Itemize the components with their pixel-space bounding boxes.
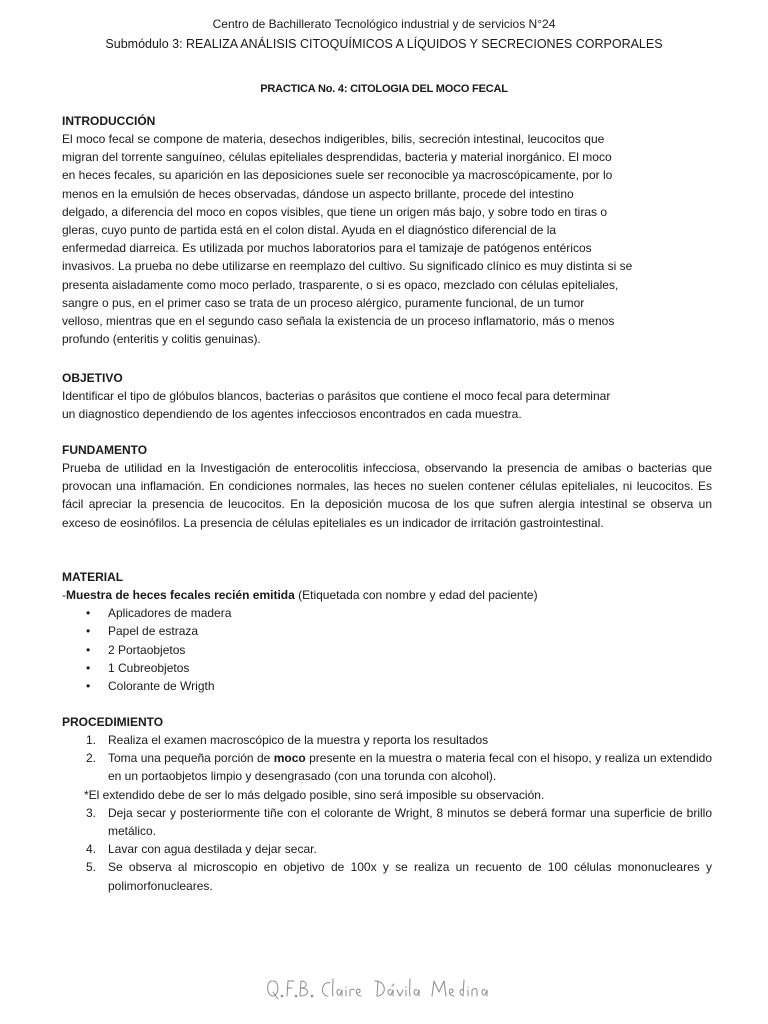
section-material bbox=[62, 568, 712, 695]
step-text: Realiza el examen macroscópico de la muestra y reporta los resultados bbox=[108, 733, 489, 747]
step-text-pre: Toma una pequeña porción de bbox=[108, 751, 274, 766]
intro-line: velloso, mientras que en el segundo caso señala la existencia de un proceso inflamatorio, más o menos bbox=[62, 314, 615, 329]
intro-body bbox=[62, 130, 712, 348]
material-list bbox=[62, 604, 712, 695]
step-number: 2. bbox=[86, 751, 97, 766]
step-text: Lavar con agua destilada y dejar secar. bbox=[108, 842, 317, 857]
step-text: Se observa al microscopio en objetivo de 100x y se realiza un recuento de 100 células mononucleares y polimorfonucleares. bbox=[108, 860, 712, 893]
practice-title: PRACTICA No. 4: CITOLOGIA DEL MOCO FECAL bbox=[260, 83, 508, 95]
intro-line: menos en la emulsión de heces observadas, dándose un aspecto brillante, procede del intestino bbox=[62, 186, 574, 201]
step-text-bold: moco bbox=[273, 751, 306, 766]
procedure-step bbox=[62, 804, 712, 840]
steps-list-b bbox=[62, 804, 712, 895]
material-intro-prefix: - bbox=[62, 588, 66, 602]
steps-list-a bbox=[62, 731, 712, 786]
intro-line: migran del torrente sanguíneo, células epiteliales desprendidas, bacteria y material inorgánico. El moco bbox=[62, 150, 612, 165]
intro-line: El moco fecal se compone de materia, desechos indigeribles, bilis, secreción intestinal, leucocitos que bbox=[62, 132, 605, 146]
intro-line: presenta aisladamente como moco perlado, trasparente, o si es opaco, mezclado con células epiteliales, bbox=[62, 277, 619, 292]
intro-line: en heces fecales, su aparición en las deposiciones suele ser reconocible ya macroscópicamente, por lo bbox=[62, 168, 613, 183]
material-intro-rest: (Etiquetada con nombre y edad del paciente) bbox=[294, 588, 538, 602]
signature-image bbox=[264, 972, 504, 1004]
procedure-step bbox=[62, 749, 712, 785]
procedure-step bbox=[62, 858, 712, 894]
step-number: 1. bbox=[86, 733, 97, 747]
material-item: • Colorante de Wrigth bbox=[86, 677, 712, 695]
material-item: • 1 Cubreobjetos bbox=[86, 659, 712, 677]
institution-header: Centro de Bachillerato Tecnológico industrial y de servicios N°24 bbox=[212, 17, 556, 31]
step-number: 5. bbox=[86, 860, 97, 875]
intro-line: sangre o pus, en el primer caso se trata de un proceso alérgico, puramente funcional, de un tumor bbox=[62, 295, 585, 310]
intro-line: invasivos. La prueba no debe utilizarse en reemplazo del cultivo. Su significado clínico es muy distinta si se bbox=[62, 259, 633, 274]
material-item: • 2 Portaobjetos bbox=[86, 641, 712, 659]
material-intro-bold: Muestra de heces fecales recién emitida bbox=[66, 588, 295, 602]
section-introduccion bbox=[62, 112, 712, 348]
objetivo-line: un diagnostico dependiendo de los agentes infecciosos encontrados en cada muestra. bbox=[62, 407, 522, 422]
objetivo-line: Identificar el tipo de glóbulos blancos, bacterias o parásitos que contiene el moco fecal para determinar bbox=[62, 389, 611, 403]
material-item: • Aplicadores de madera bbox=[86, 604, 712, 622]
signature bbox=[0, 972, 768, 1004]
intro-line: profundo (enteritis y colitis genuinas). bbox=[62, 332, 261, 347]
heading-objetivo: OBJETIVO bbox=[62, 371, 123, 385]
fundamento-text: Prueba de utilidad en la Investigación de enterocolitis infecciosa, observando la presencia de amibas o bacterias que provocan una inflamación. En condiciones normales, las heces no suelen contener células epiteliales, ni leucocitos. Es fácil apreciar la presencia de leucocitos. En la deposición mucosa de los que sufren alergia intestinal se observa un exceso de eosinófilos. La presencia de células epiteliales es un indicador de irritación gastrointestinal. bbox=[62, 461, 712, 530]
intro-line: delgado, a diferencia del moco en copos visibles, que tiene un origen más bajo, y sobre todo en tiras o bbox=[62, 204, 608, 219]
heading-material: MATERIAL bbox=[62, 570, 124, 584]
step-number: 3. bbox=[86, 805, 97, 820]
material-item: • Papel de estraza bbox=[86, 622, 712, 640]
material-intro bbox=[62, 586, 712, 604]
step-text-post: presente en la muestra o materia fecal con el hisopo, y realiza un extendido en un portaobjetos limpio y desengrasado (con una torunda con alcohol). bbox=[108, 751, 712, 784]
procedure-step bbox=[62, 840, 712, 858]
section-procedimiento bbox=[62, 713, 712, 895]
heading-procedimiento: PROCEDIMIENTO bbox=[62, 715, 164, 729]
heading-fundamento: FUNDAMENTO bbox=[62, 443, 148, 457]
submodule-header: Submódulo 3: REALIZA ANÁLISIS CITOQUÍMICOS A LÍQUIDOS Y SECRECIONES CORPORALES bbox=[105, 37, 663, 51]
section-objetivo bbox=[62, 369, 712, 423]
intro-line: enfermedad diarreica. Es utilizada por muchos laboratorios para el tamizaje de patógenos entéricos bbox=[62, 241, 592, 256]
heading-introduccion: INTRODUCCIÓN bbox=[62, 114, 156, 128]
section-fundamento bbox=[62, 441, 712, 532]
step-number: 4. bbox=[86, 842, 97, 857]
step-text: Deja secar y posteriormente tiñe con el colorante de Wright, 8 minutos se deberá formar una superficie de brillo metálico. bbox=[108, 805, 712, 839]
procedure-note: *El extendido debe de ser lo más delgado posible, sino será imposible su observación. bbox=[84, 787, 545, 802]
procedure-step bbox=[62, 731, 712, 749]
intro-line: gleras, cuyo punto de partida está en el colon distal. Ayuda en el diagnóstico diferencial de la bbox=[62, 223, 557, 238]
